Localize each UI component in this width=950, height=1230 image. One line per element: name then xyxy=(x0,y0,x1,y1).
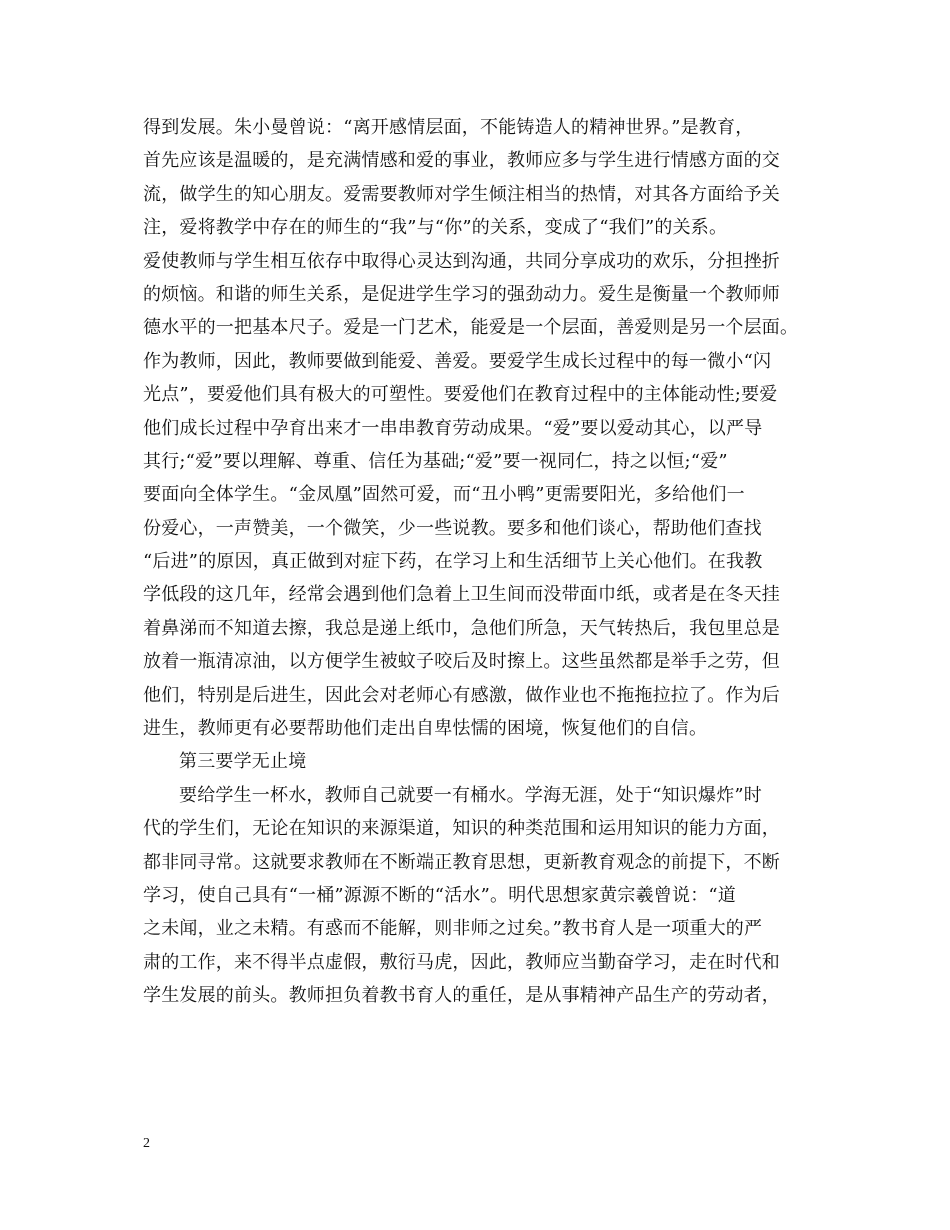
text-line: 学低段的这几年，经常会遇到他们急着上卫生间而没带面巾纸，或者是在冬天挂 xyxy=(143,584,780,606)
text-line: 他们成长过程中孕育出来才一串串教育劳动成果。“爱”要以爱动其心，以严导 xyxy=(143,417,763,439)
text-line: 作为教师，因此，教师要做到能爱、善爱。要爱学生成长过程中的每一微小“闪 xyxy=(143,350,772,372)
text-line: 德水平的一把基本尺子。爱是一门艺术，能爱是一个层面，善爱则是另一个层面。 xyxy=(143,317,799,339)
body-text xyxy=(143,111,823,1013)
text-line: “后进”的原因，真正做到对症下药，在学习上和生活细节上关心他们。在我教 xyxy=(143,551,763,573)
text-line: 之未闻，业之未精。有惑而不能解，则非师之过矣。”教书育人是一项重大的严 xyxy=(143,918,763,940)
text-line: 流，做学生的知心朋友。爱需要教师对学生倾注相当的热情，对其各方面给予关 xyxy=(143,183,780,205)
text-line: 代的学生们，无论在知识的来源渠道，知识的种类范围和运用知识的能力方面， xyxy=(143,818,780,840)
text-line: 爱使教师与学生相互依存中取得心灵达到沟通，共同分享成功的欢乐，分担挫折 xyxy=(143,250,780,272)
text-line: 份爱心，一声赞美，一个微笑，少一些说教。要多和他们谈心，帮助他们查找 xyxy=(143,517,762,539)
text-line: 学习，使自己具有“一桶”源源不断的“活水”。明代思想家黄宗羲曾说：“道 xyxy=(143,884,737,906)
text-line: 进生，教师更有必要帮助他们走出自卑怯懦的困境，恢复他们的自信。 xyxy=(143,718,708,740)
text-line: 放着一瓶清凉油，以方便学生被蚊子咬后及时擦上。这些虽然都是举手之劳，但 xyxy=(143,651,780,673)
text-line: 要给学生一杯水，教师自己就要一有桶水。学海无涯，处于“知识爆炸”时 xyxy=(179,784,763,806)
text-line: 注，爱将教学中存在的师生的“我”与“你”的关系，变成了“我们”的关系。 xyxy=(143,217,728,239)
text-line: 他们，特别是后进生，因此会对老师心有感激，做作业也不拖拖拉拉了。作为后 xyxy=(143,684,780,706)
text-line: 要面向全体学生。“金凤凰”固然可爱，而“丑小鸭”更需要阳光，多给他们一 xyxy=(143,484,745,506)
text-line: 都非同寻常。这就要求教师在不断端正教育思想，更新教育观念的前提下，不断 xyxy=(143,851,780,873)
text-line: 首先应该是温暖的，是充满情感和爱的事业，教师应多与学生进行情感方面的交 xyxy=(143,150,780,172)
text-line: 肃的工作，来不得半点虚假，敷衍马虎，因此，教师应当勤奋学习，走在时代和 xyxy=(143,951,780,973)
text-line: 的烦恼。和谐的师生关系，是促进学生学习的强劲动力。爱生是衡量一个教师师 xyxy=(143,283,780,305)
text-line: 光点”，要爱他们具有极大的可塑性。要爱他们在教育过程中的主体能动性;要爱 xyxy=(143,384,778,406)
text-line: 学生发展的前头。教师担负着教书育人的重任，是从事精神产品生产的劳动者， xyxy=(143,985,780,1007)
page-number: 2 xyxy=(143,1136,150,1151)
text-line: 其行;“爱”要以理解、尊重、信任为基础;“爱”要一视同仁，持之以恒;“爱” xyxy=(143,450,728,472)
section-heading: 第三要学无止境 xyxy=(179,751,307,773)
text-line: 得到发展。朱小曼曾说：“离开感情层面，不能铸造人的精神世界。”是教育， xyxy=(143,117,754,138)
text-line: 着鼻涕而不知道去擦，我总是递上纸巾，急他们所急，天气转热后，我包里总是 xyxy=(143,617,780,639)
